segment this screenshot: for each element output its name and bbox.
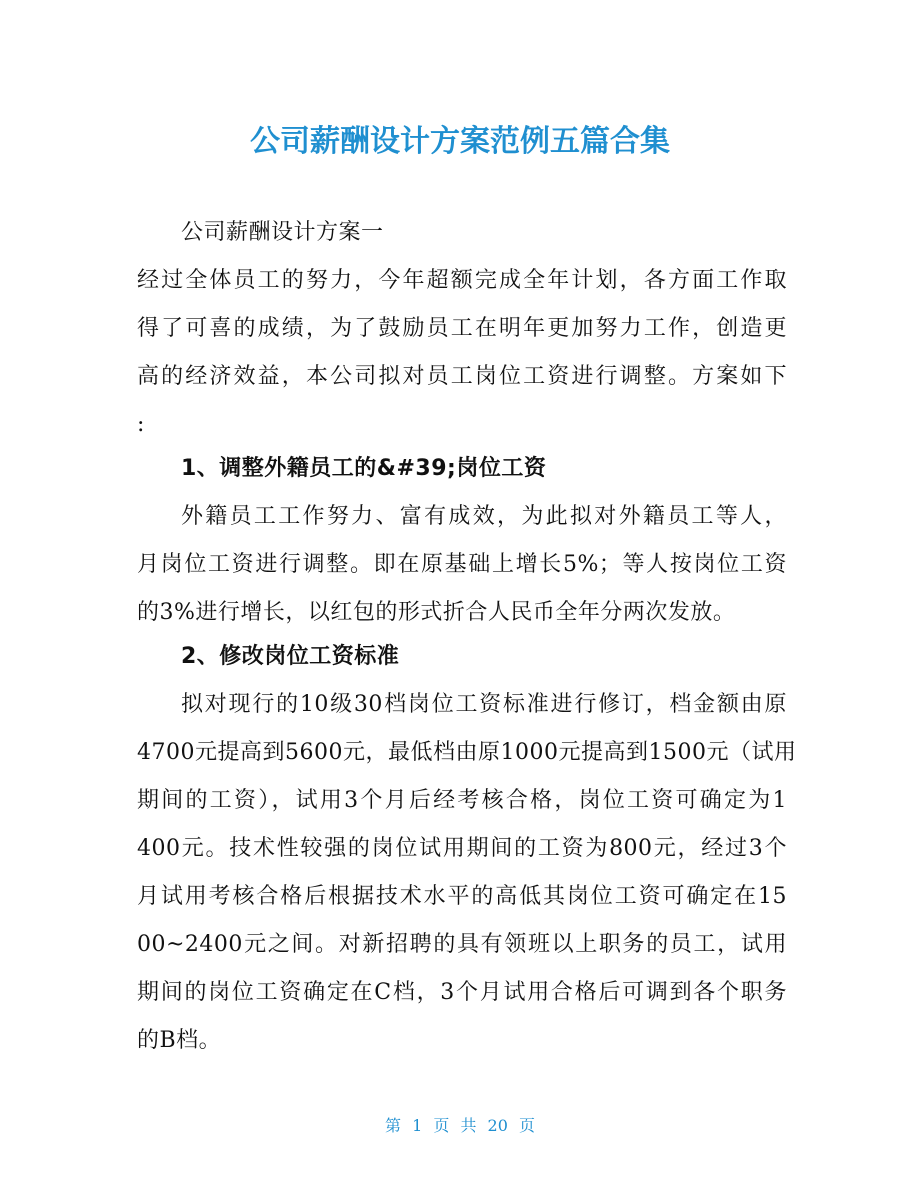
paragraph-line: 的B档。 (137, 1028, 222, 1053)
page-title: 公司薪酬设计方案范例五篇合集 (250, 124, 670, 159)
paragraph-line: 的3%进行增长，以红包的形式折合人民币全年分两次发放。 (137, 600, 736, 625)
paragraph-line: 00~2400元之间。对新招聘的具有领班以上职务的员工，试用 (137, 932, 787, 957)
section-label: 公司薪酬设计方案一 (181, 220, 384, 245)
page-number-footer: 第 1 页 共 20 页 (385, 1116, 535, 1135)
paragraph-line: 期间的岗位工资确定在C档，3个月试用合格后可调到各个职务 (137, 980, 787, 1005)
paragraph-line: 得了可喜的成绩，为了鼓励员工在明年更加努力工作，创造更 (137, 316, 787, 341)
paragraph-line: 月试用考核合格后根据技术水平的高低其岗位工资可确定在15 (137, 884, 787, 909)
paragraph-line: 月岗位工资进行调整。即在原基础上增长5%；等人按岗位工资 (137, 552, 787, 577)
paragraph-line: 高的经济效益，本公司拟对员工岗位工资进行调整。方案如下 (137, 364, 787, 389)
paragraph-line: 期间的工资），试用3个月后经考核合格，岗位工资可确定为1 (137, 788, 787, 813)
paragraph-line: 拟对现行的10级30档岗位工资标准进行修订，档金额由原 (181, 692, 787, 717)
paragraph-line: 外籍员工工作努力、富有成效，为此拟对外籍员工等人， (181, 504, 787, 529)
paragraph-line: : (137, 412, 145, 437)
paragraph-line: 4700元提高到5600元，最低档由原1000元提高到1500元（试用 (137, 740, 797, 765)
paragraph-line: 400元。技术性较强的岗位试用期间的工资为800元，经过3个 (137, 836, 787, 861)
section-heading-1: 1、调整外籍员工的&#39;岗位工资 (181, 456, 547, 481)
paragraph-line: 经过全体员工的努力，今年超额完成全年计划，各方面工作取 (137, 268, 787, 293)
section-heading-2: 2、修改岗位工资标准 (181, 644, 400, 669)
